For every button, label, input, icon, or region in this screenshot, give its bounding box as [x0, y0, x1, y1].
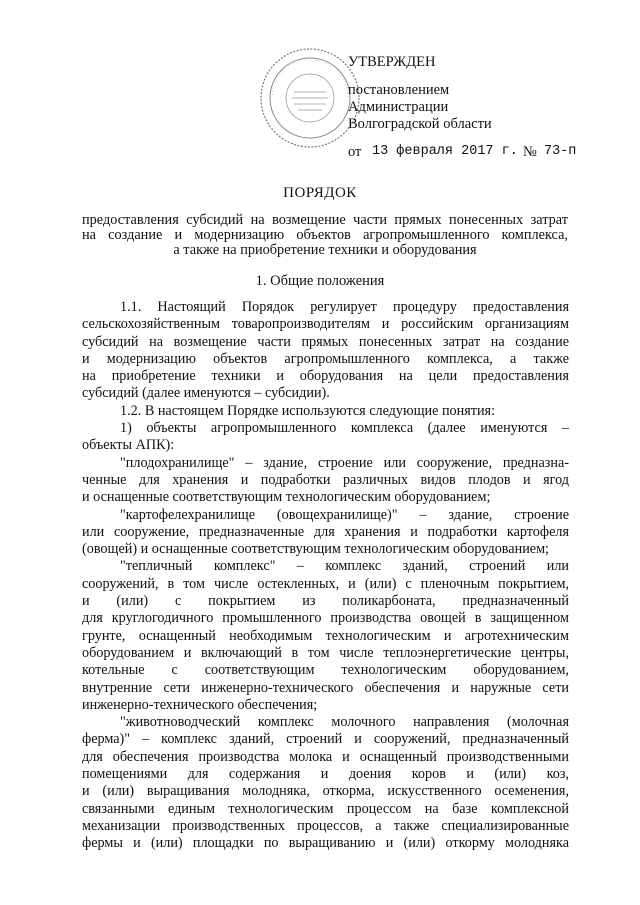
decree-number: 73-п	[544, 144, 577, 159]
region-line: Волгоградской области	[348, 116, 492, 132]
body-line: котельные с соответствующим технологическим оборудованием,	[82, 662, 569, 679]
body-line: фермы и (или) площадки по выращиванию и (или) откорму молодняка	[82, 835, 569, 852]
body-line: грунте, оснащенный необходимым технологическим и агротехническим	[82, 627, 569, 644]
body-line: "тепличный комплекс" – комплекс зданий, строений или	[120, 558, 569, 575]
body-line: 1.2. В настоящем Порядке используются следующие понятия:	[120, 402, 496, 419]
subtitle-line: на создание и модернизацию объектов агропромышленного комплекса,	[82, 227, 568, 243]
from-label: от	[348, 144, 362, 160]
body-line: "животноводческий комплекс молочного направления (молочная	[120, 714, 569, 731]
body-line: для круглогодичного промышленного производства овощей в защищенном	[82, 610, 569, 627]
body-line: "картофелехранилище (овощехранилище)" – здание, строение	[120, 506, 569, 523]
approved-label: УТВЕРЖДЕН	[348, 54, 436, 70]
body-line: на приобретение техники и оборудования на цели предоставления	[82, 368, 569, 385]
body-line: оборудованием и включающий в том числе теплоэнергетические центры,	[82, 644, 569, 661]
body-line: субсидий на возмещение части прямых понесенных затрат на создание	[82, 333, 569, 350]
subtitle-line: предоставления субсидий на возмещение части прямых понесенных затрат	[82, 212, 568, 228]
body-line: механизации производственных процессов, а также специализированные	[82, 817, 569, 834]
body-line: субсидий (далее именуются – субсидии).	[82, 385, 330, 402]
body-line: сооружений, в том числе остекленных, и (или) с пленочным покрытием,	[82, 575, 569, 592]
body-line: ферма)" – комплекс зданий, строений и сооружений, предназначенный	[82, 731, 569, 748]
body-line: и модернизацию объектов агропромышленного комплекса, а также	[82, 350, 569, 367]
document-subtitle	[82, 213, 568, 258]
body-line: или сооружение, предназначенные для хранения и подработки картофеля	[82, 523, 569, 540]
body-line: ченные для хранения и подработки различных видов плодов и ягод	[82, 471, 569, 488]
seal-stamp	[258, 46, 362, 150]
body-line: для обеспечения производства молока и оснащенный производственными	[82, 748, 569, 765]
body-line: и (или) выращивания молодняка, откорма, искусственного осеменения,	[82, 783, 569, 800]
number-sign: №	[523, 144, 537, 160]
body-line: (овощей) и оснащенные соответствующим технологическим оборудованием;	[82, 541, 550, 558]
body-line: помещениями для содержания и доения коров и (или) коз,	[82, 766, 569, 783]
document-title: ПОРЯДОК	[283, 185, 357, 201]
body-line: инженерно-технического обеспечения;	[82, 696, 318, 713]
body-line: сельскохозяйственным товаропроизводителям и российским организациям	[82, 316, 569, 333]
decree-line: постановлением	[348, 82, 450, 98]
body-line: и (или) с покрытием из поликарбоната, предназначенный	[82, 593, 569, 610]
decree-date: 13 февраля 2017 г.	[372, 144, 518, 159]
body-line: "плодохранилище" – здание, строение или сооружение, предназна-	[120, 454, 569, 471]
section-heading: 1. Общие положения	[255, 273, 385, 289]
body-line: 1.1. Настоящий Порядок регулирует процедуру предоставления	[120, 299, 569, 315]
body-line: связанными единым технологическим процессом на базе комплексной	[82, 800, 569, 817]
body-line: объекты АПК):	[82, 437, 175, 454]
body-line: внутренние сети инженерно-технического обеспечения и наружные сети	[82, 679, 569, 696]
document-body	[82, 299, 569, 853]
body-line: 1) объекты агропромышленного комплекса (далее именуются –	[120, 420, 569, 437]
body-line: и оснащенные соответствующим технологическим оборудованием;	[82, 489, 491, 506]
administration-line: Администрации	[348, 99, 449, 115]
subtitle-line: а также на приобретение техники и оборудования	[173, 242, 477, 258]
